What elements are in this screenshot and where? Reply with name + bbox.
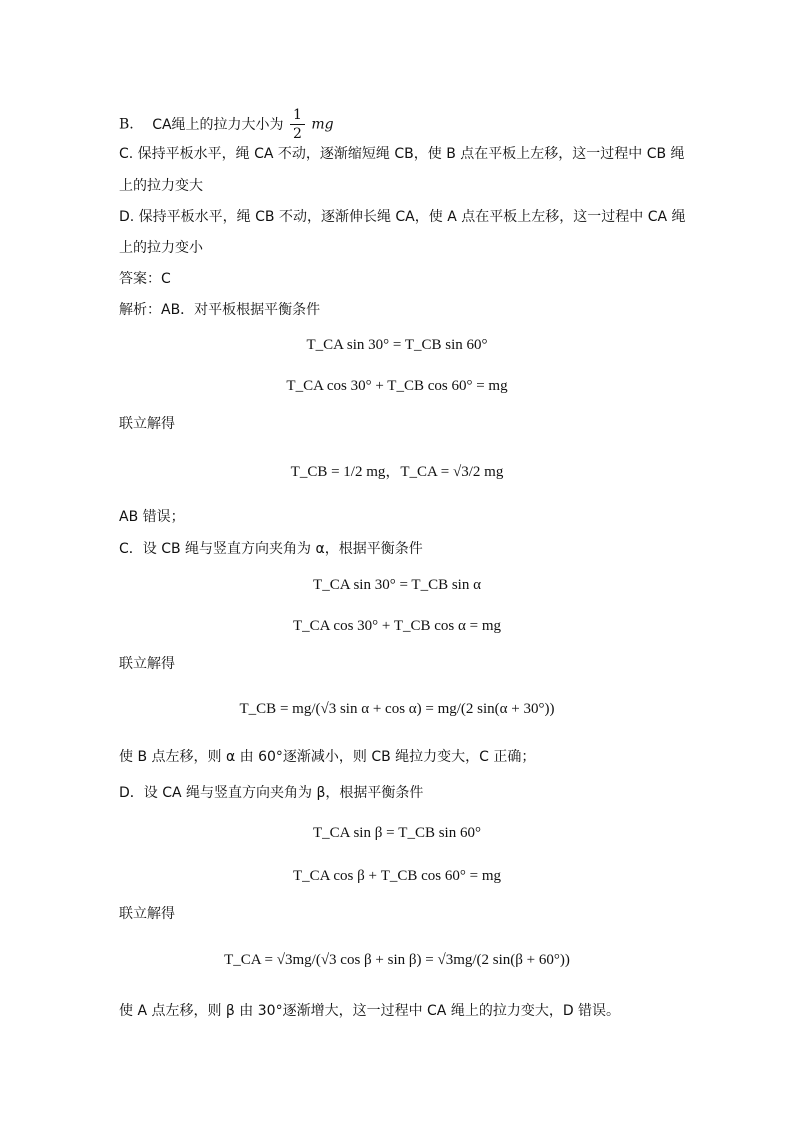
option-d-line2: 上的拉力变小 xyxy=(119,240,203,256)
ab-wrong: AB 错误； xyxy=(119,509,185,525)
option-c-line2: 上的拉力变大 xyxy=(119,178,203,194)
option-c-line1: C. 保持平板水平，绳 CA 不动，逐渐缩短绳 CB，使 B 点在平板上左移，这一过程中 CB 绳 xyxy=(119,146,685,162)
part-c-setup: C．设 CB 绳与竖直方向夹角为 α，根据平衡条件 xyxy=(119,541,423,557)
answer: 答案：C xyxy=(119,271,171,287)
equation-6: T_CB = mg/(√3 sin α + cos α) = mg/(2 sin(α + 30°)) xyxy=(239,701,555,717)
option-d-line1: D. 保持平板水平，绳 CB 不动，逐渐伸长绳 CA，使 A 点在平板上左移，这一过程中 CA 绳 xyxy=(119,209,686,225)
equation-4: T_CA sin 30° = T_CB sin α xyxy=(313,577,481,593)
equation-7: T_CA sin β = T_CB sin 60° xyxy=(313,825,481,841)
lianli-2: 联立解得 xyxy=(119,656,175,672)
part-d-conclusion: 使 A 点左移，则 β 由 30°逐渐增大，这一过程中 CA 绳上的拉力变大，D 错误。 xyxy=(119,1003,621,1019)
part-d-setup: D．设 CA 绳与竖直方向夹角为 β，根据平衡条件 xyxy=(119,785,424,801)
equation-9: T_CA = √3mg/(√3 cos β + sin β) = √3mg/(2 sin(β + 60°)) xyxy=(224,952,570,968)
analysis-intro: 解析：AB．对平板根据平衡条件 xyxy=(119,302,321,318)
equation-3: T_CB = 1/2 mg，T_CA = √3/2 mg xyxy=(290,464,504,480)
equation-8: T_CA cos β + T_CB cos 60° = mg xyxy=(292,868,502,884)
fraction-half: $\frac{1}{2}$ xyxy=(290,106,305,143)
equation-1: T_CA sin 30° = T_CB sin 60° xyxy=(306,337,488,353)
part-c-conclusion: 使 B 点左移，则 α 由 60°逐渐减小，则 CB 绳拉力变大，C 正确； xyxy=(119,749,536,765)
option-b: B. CA绳上的拉力大小为 $\frac{1}{2}$ mg xyxy=(119,107,334,142)
equation-2: T_CA cos 30° + T_CB cos 60° = mg xyxy=(286,378,508,394)
lianli-1: 联立解得 xyxy=(119,416,175,432)
equation-5: T_CA cos 30° + T_CB cos α = mg xyxy=(292,618,501,634)
lianli-3: 联立解得 xyxy=(119,906,175,922)
